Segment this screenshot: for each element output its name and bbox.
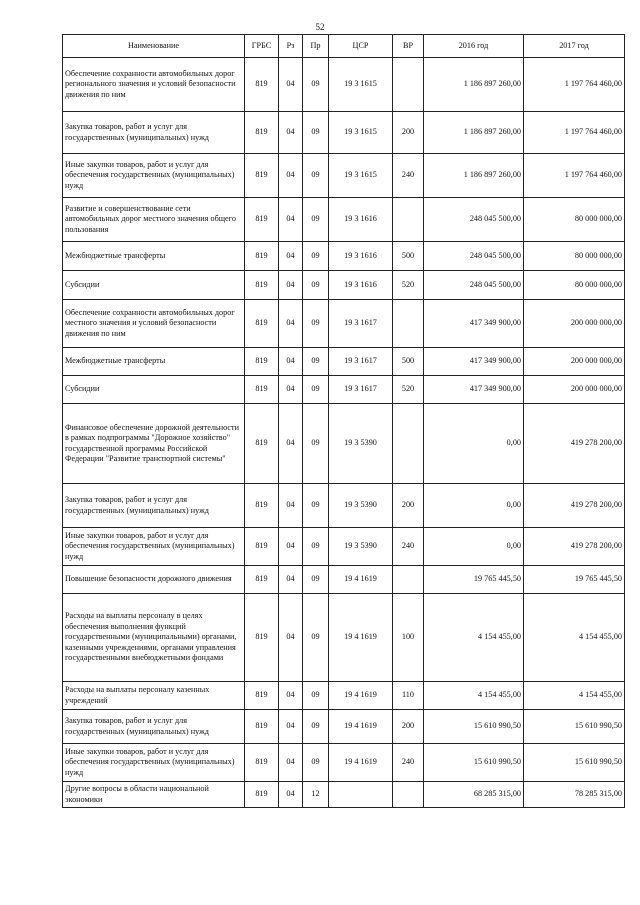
row-rz: 04: [279, 710, 303, 744]
row-pr: 09: [303, 348, 329, 376]
row-pr: 09: [303, 112, 329, 154]
table-row: [63, 710, 625, 744]
row-amount-2017: 200 000 000,00: [524, 376, 625, 404]
table-row: [63, 682, 625, 710]
row-csr: 19 3 1617: [329, 376, 393, 404]
row-grbs: 819: [245, 300, 279, 348]
row-grbs: 819: [245, 112, 279, 154]
table-row: [63, 300, 625, 348]
row-amount-2016: 248 045 500,00: [424, 198, 524, 242]
row-pr: 09: [303, 594, 329, 682]
row-grbs: 819: [245, 782, 279, 808]
header-2016: 2016 год: [424, 35, 524, 58]
row-pr: 09: [303, 710, 329, 744]
row-name: Другие вопросы в области национальной экономики: [63, 782, 245, 808]
row-name: Закупка товаров, работ и услуг для государственных (муниципальных) нужд: [63, 710, 245, 744]
row-vr: 240: [393, 744, 424, 782]
row-pr: 09: [303, 682, 329, 710]
budget-table: [62, 34, 625, 808]
row-amount-2017: 200 000 000,00: [524, 348, 625, 376]
row-csr: 19 3 1615: [329, 154, 393, 198]
row-rz: 04: [279, 594, 303, 682]
header-rz: Рз: [279, 35, 303, 58]
table-row: [63, 594, 625, 682]
table-row: [63, 404, 625, 484]
row-grbs: 819: [245, 154, 279, 198]
row-amount-2017: 19 765 445,50: [524, 566, 625, 594]
row-amount-2017: 200 000 000,00: [524, 300, 625, 348]
table-row: [63, 782, 625, 808]
row-csr: 19 3 1615: [329, 112, 393, 154]
table-row: [63, 58, 625, 112]
row-pr: 09: [303, 376, 329, 404]
row-pr: 09: [303, 271, 329, 300]
row-vr: [393, 782, 424, 808]
row-name: Субсидии: [63, 271, 245, 300]
row-vr: 240: [393, 154, 424, 198]
row-name: Повышение безопасности дорожного движения: [63, 566, 245, 594]
row-name: Обеспечение сохранности автомобильных дорог местного значения и условий безопасности движения по ним: [63, 300, 245, 348]
row-vr: 520: [393, 271, 424, 300]
row-name: Иные закупки товаров, работ и услуг для обеспечения государственных (муниципальных) нужд: [63, 154, 245, 198]
row-pr: 09: [303, 404, 329, 484]
row-grbs: 819: [245, 682, 279, 710]
row-grbs: 819: [245, 484, 279, 528]
row-name: Расходы на выплаты персоналу казенных учреждений: [63, 682, 245, 710]
row-grbs: 819: [245, 744, 279, 782]
row-csr: 19 3 1617: [329, 348, 393, 376]
row-csr: [329, 782, 393, 808]
row-pr: 09: [303, 528, 329, 566]
row-csr: 19 3 1617: [329, 300, 393, 348]
row-csr: 19 4 1619: [329, 710, 393, 744]
table-row: [63, 566, 625, 594]
row-vr: [393, 300, 424, 348]
table-header-row: [63, 35, 625, 58]
row-rz: 04: [279, 682, 303, 710]
row-amount-2016: 1 186 897 260,00: [424, 154, 524, 198]
table-row: [63, 528, 625, 566]
row-name: Развитие и совершенствование сети автомобильных дорог местного значения общего пользования: [63, 198, 245, 242]
row-csr: 19 3 1616: [329, 242, 393, 271]
row-rz: 04: [279, 154, 303, 198]
row-csr: 19 4 1619: [329, 566, 393, 594]
header-pr: Пр: [303, 35, 329, 58]
row-pr: 09: [303, 242, 329, 271]
row-csr: 19 3 5390: [329, 404, 393, 484]
row-grbs: 819: [245, 594, 279, 682]
row-csr: 19 3 5390: [329, 528, 393, 566]
header-2017: 2017 год: [524, 35, 625, 58]
row-pr: 09: [303, 484, 329, 528]
row-rz: 04: [279, 566, 303, 594]
row-amount-2016: 4 154 455,00: [424, 594, 524, 682]
row-name: Иные закупки товаров, работ и услуг для обеспечения государственных (муниципальных) нужд: [63, 528, 245, 566]
row-rz: 04: [279, 404, 303, 484]
row-vr: [393, 566, 424, 594]
row-rz: 04: [279, 348, 303, 376]
row-vr: 100: [393, 594, 424, 682]
page-number: 52: [315, 22, 325, 32]
row-amount-2017: 419 278 200,00: [524, 484, 625, 528]
row-name: Иные закупки товаров, работ и услуг для обеспечения государственных (муниципальных) нужд: [63, 744, 245, 782]
row-amount-2016: 248 045 500,00: [424, 271, 524, 300]
row-grbs: 819: [245, 376, 279, 404]
row-vr: 520: [393, 376, 424, 404]
row-amount-2017: 1 197 764 460,00: [524, 112, 625, 154]
row-amount-2016: 68 285 315,00: [424, 782, 524, 808]
row-amount-2017: 80 000 000,00: [524, 198, 625, 242]
row-csr: 19 4 1619: [329, 682, 393, 710]
row-name: Расходы на выплаты персоналу в целях обеспечения выполнения функций государственными (муниципальными) органами, казенными учреждениями, органами управления государственными внебюджетными фондами: [63, 594, 245, 682]
row-csr: 19 3 1615: [329, 58, 393, 112]
row-amount-2016: 15 610 990,50: [424, 710, 524, 744]
row-rz: 04: [279, 376, 303, 404]
table-row: [63, 198, 625, 242]
row-amount-2016: 0,00: [424, 404, 524, 484]
row-amount-2016: 15 610 990,50: [424, 744, 524, 782]
row-grbs: 819: [245, 58, 279, 112]
row-vr: [393, 404, 424, 484]
row-amount-2016: 1 186 897 260,00: [424, 58, 524, 112]
row-pr: 09: [303, 154, 329, 198]
row-name: Межбюджетные трансферты: [63, 242, 245, 271]
row-name: Межбюджетные трансферты: [63, 348, 245, 376]
row-amount-2016: 0,00: [424, 528, 524, 566]
row-grbs: 819: [245, 348, 279, 376]
row-grbs: 819: [245, 528, 279, 566]
row-vr: 240: [393, 528, 424, 566]
row-rz: 04: [279, 528, 303, 566]
row-amount-2017: 80 000 000,00: [524, 271, 625, 300]
row-grbs: 819: [245, 198, 279, 242]
row-grbs: 819: [245, 404, 279, 484]
row-csr: 19 3 1616: [329, 271, 393, 300]
row-pr: 12: [303, 782, 329, 808]
row-csr: 19 4 1619: [329, 744, 393, 782]
row-name: Закупка товаров, работ и услуг для государственных (муниципальных) нужд: [63, 484, 245, 528]
row-csr: 19 3 5390: [329, 484, 393, 528]
row-rz: 04: [279, 58, 303, 112]
row-name: Финансовое обеспечение дорожной деятельности в рамках подпрограммы "Дорожное хозяйство" государственной программы Российской Федерации "Развитие транспортной системы": [63, 404, 245, 484]
header-name: Наименование: [63, 35, 245, 58]
row-vr: 200: [393, 112, 424, 154]
table-row: [63, 242, 625, 271]
row-name: Закупка товаров, работ и услуг для государственных (муниципальных) нужд: [63, 112, 245, 154]
row-amount-2017: 1 197 764 460,00: [524, 58, 625, 112]
row-amount-2017: 15 610 990,50: [524, 744, 625, 782]
row-rz: 04: [279, 744, 303, 782]
row-amount-2016: 417 349 900,00: [424, 348, 524, 376]
row-amount-2016: 417 349 900,00: [424, 376, 524, 404]
row-vr: 200: [393, 484, 424, 528]
row-amount-2017: 80 000 000,00: [524, 242, 625, 271]
row-rz: 04: [279, 484, 303, 528]
row-amount-2016: 4 154 455,00: [424, 682, 524, 710]
row-amount-2017: 419 278 200,00: [524, 528, 625, 566]
row-pr: 09: [303, 744, 329, 782]
header-grbs: ГРБС: [245, 35, 279, 58]
table-row: [63, 154, 625, 198]
row-rz: 04: [279, 198, 303, 242]
row-pr: 09: [303, 58, 329, 112]
table-row: [63, 744, 625, 782]
row-pr: 09: [303, 566, 329, 594]
row-rz: 04: [279, 271, 303, 300]
row-grbs: 819: [245, 242, 279, 271]
header-csr: ЦСР: [329, 35, 393, 58]
row-amount-2017: 1 197 764 460,00: [524, 154, 625, 198]
row-amount-2016: 0,00: [424, 484, 524, 528]
row-name: Обеспечение сохранности автомобильных дорог регионального значения и условий безопасности движения по ним: [63, 58, 245, 112]
table-row: [63, 484, 625, 528]
row-rz: 04: [279, 242, 303, 271]
row-amount-2016: 1 186 897 260,00: [424, 112, 524, 154]
table-row: [63, 376, 625, 404]
row-rz: 04: [279, 300, 303, 348]
row-rz: 04: [279, 112, 303, 154]
header-vr: ВР: [393, 35, 424, 58]
row-vr: [393, 58, 424, 112]
row-amount-2017: 78 285 315,00: [524, 782, 625, 808]
row-grbs: 819: [245, 271, 279, 300]
row-vr: 500: [393, 348, 424, 376]
row-amount-2017: 4 154 455,00: [524, 594, 625, 682]
row-grbs: 819: [245, 566, 279, 594]
row-grbs: 819: [245, 710, 279, 744]
row-name: Субсидии: [63, 376, 245, 404]
row-amount-2017: 4 154 455,00: [524, 682, 625, 710]
row-amount-2017: 15 610 990,50: [524, 710, 625, 744]
row-csr: 19 4 1619: [329, 594, 393, 682]
row-amount-2016: 248 045 500,00: [424, 242, 524, 271]
row-vr: 200: [393, 710, 424, 744]
row-amount-2016: 19 765 445,50: [424, 566, 524, 594]
row-rz: 04: [279, 782, 303, 808]
row-pr: 09: [303, 198, 329, 242]
table-row: [63, 348, 625, 376]
row-amount-2016: 417 349 900,00: [424, 300, 524, 348]
row-pr: 09: [303, 300, 329, 348]
table-row: [63, 112, 625, 154]
row-vr: 110: [393, 682, 424, 710]
row-csr: 19 3 1616: [329, 198, 393, 242]
row-amount-2017: 419 278 200,00: [524, 404, 625, 484]
row-vr: 500: [393, 242, 424, 271]
row-vr: [393, 198, 424, 242]
table-row: [63, 271, 625, 300]
